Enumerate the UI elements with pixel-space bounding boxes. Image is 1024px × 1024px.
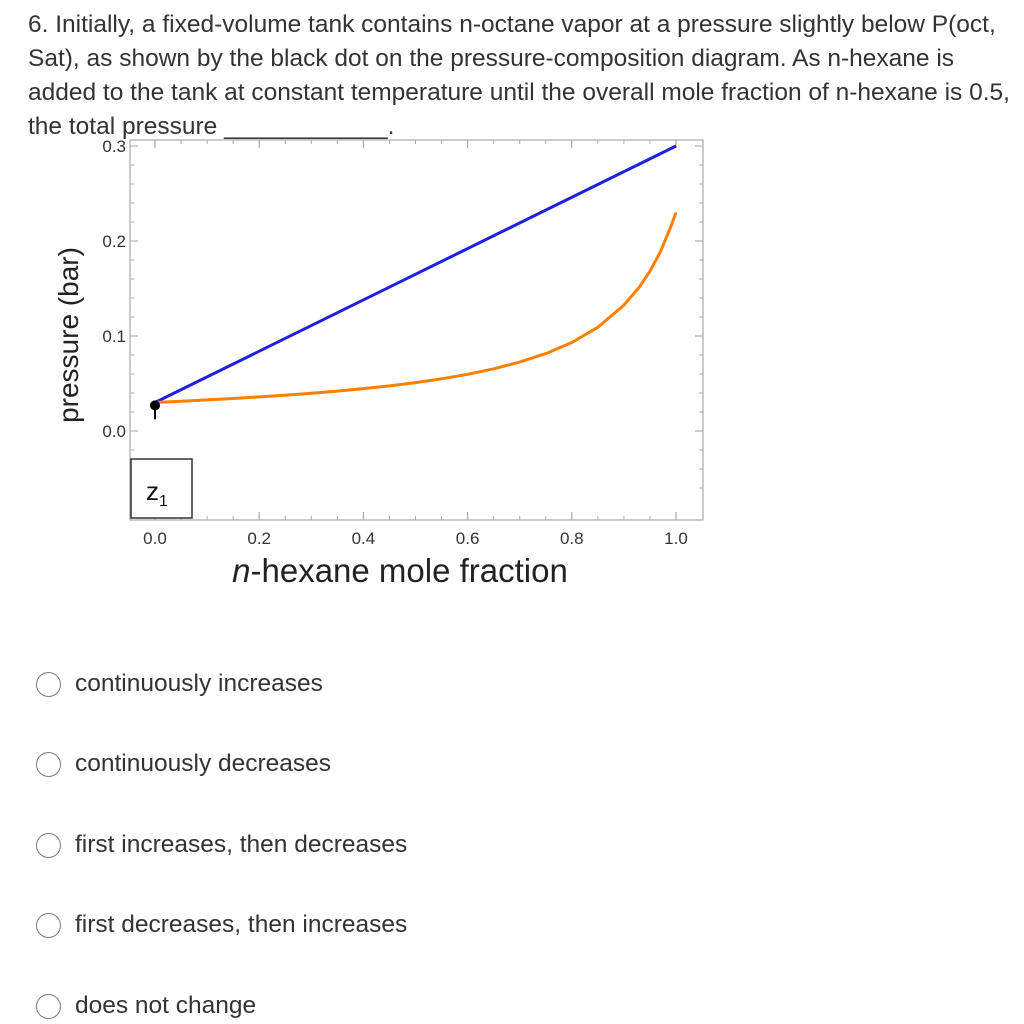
x-tick-label: 1.0 [664, 529, 688, 548]
y-tick-label: 0.0 [102, 422, 126, 441]
question-text: 6. Initially, a fixed-volume tank contains n-octane vapor at a pressure slightly below P(oct, Sat), as shown by the black dot on the pressure-composition diagram. As n-hexane is added to the tank at constant temperature until the overall mole fraction of n-hexane is 0.5, the total pressure ____________. [28, 11, 1010, 140]
x-tick-label: 0.0 [143, 529, 167, 548]
option-label: continuously decreases [75, 750, 332, 777]
x-axis-label [232, 552, 568, 589]
radio-button[interactable] [36, 752, 61, 777]
radio-button[interactable] [36, 913, 61, 938]
x-tick-label: 0.2 [247, 529, 272, 548]
pressure-composition-chart [0, 130, 740, 600]
option-label: first decreases, then increases [75, 911, 408, 938]
plot-frame [130, 140, 703, 520]
x-axis-label-italic: n [232, 552, 251, 589]
radio-button[interactable] [36, 994, 61, 1019]
option-continuously-decreases[interactable] [36, 747, 331, 781]
radio-button[interactable] [36, 672, 61, 697]
radio-button[interactable] [36, 833, 61, 858]
z1-label: $z_1$ [146, 476, 168, 510]
x-tick-label: 0.4 [351, 529, 376, 548]
option-does-not-change[interactable] [36, 989, 256, 1023]
dew-curve [155, 213, 676, 403]
option-continuously-increases[interactable] [36, 667, 323, 701]
chart-plot-area [131, 146, 676, 518]
option-first-decreases-then-increases[interactable] [36, 908, 407, 942]
y-tick-label: 0.3 [102, 137, 126, 156]
y-axis-label: pressure (bar) [53, 247, 84, 423]
x-tick-label: 0.8 [559, 529, 584, 548]
option-label: continuously increases [75, 670, 323, 697]
x-axis-label-rest: -hexane mole fraction [250, 552, 568, 589]
initial-state-point [150, 400, 160, 410]
x-tick-label: 0.6 [455, 529, 480, 548]
bubble-line [155, 146, 676, 403]
option-label: first increases, then decreases [75, 831, 408, 858]
option-first-increases-then-decreases[interactable] [36, 828, 407, 862]
y-tick-label: 0.1 [102, 327, 126, 346]
option-label: does not change [75, 992, 257, 1019]
y-tick-label: 0.2 [102, 232, 126, 251]
